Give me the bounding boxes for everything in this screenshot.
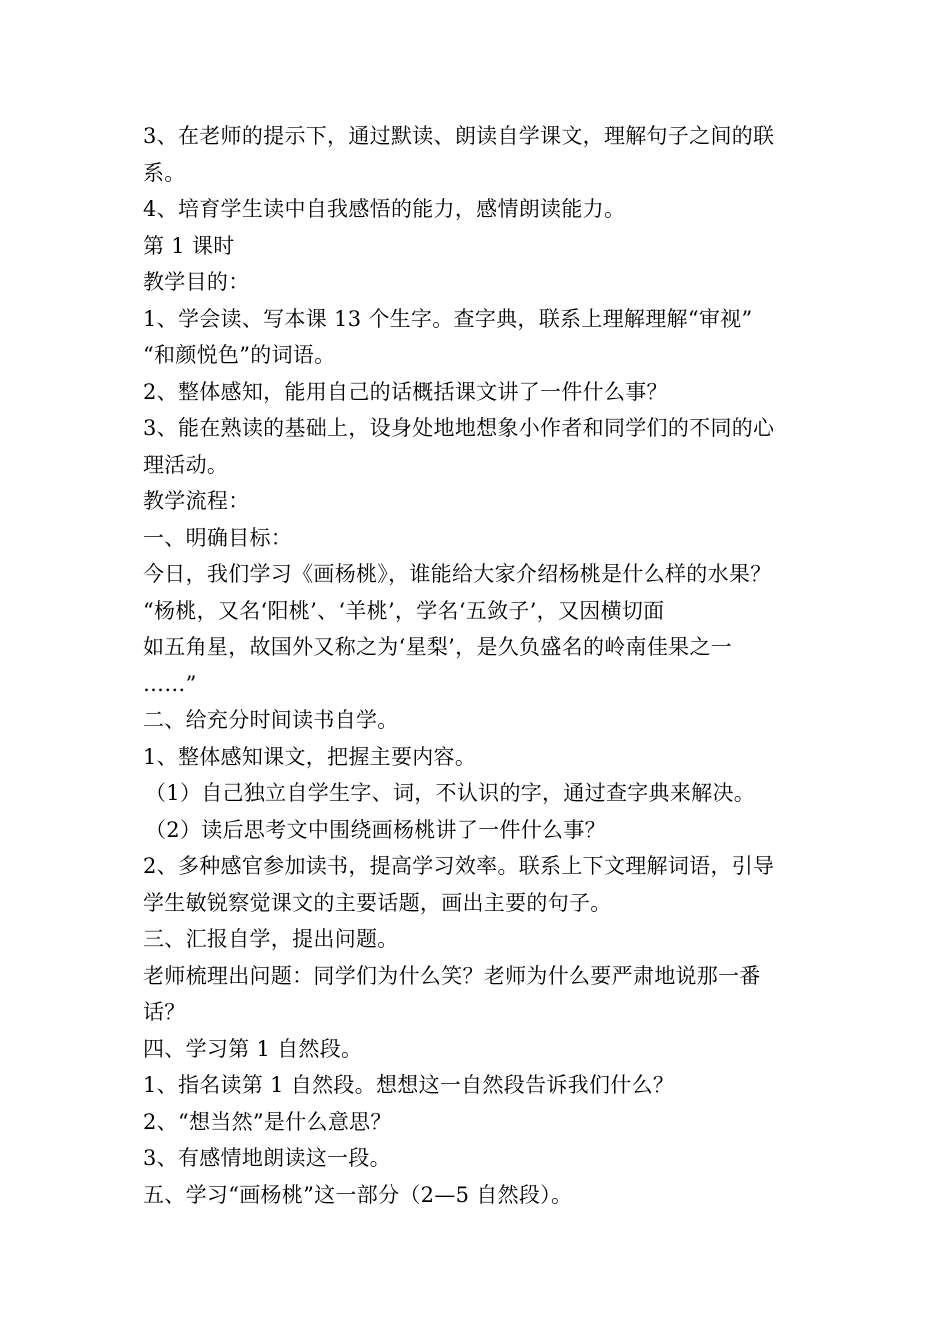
text-line: “和颜悦色”的词语。 — [143, 343, 336, 367]
text-line: 2、整体感知，能用自己的话概括课文讲了一件什么事？ — [143, 379, 668, 404]
section-heading: 一、明确目标： — [143, 525, 293, 550]
text-line: 1、学会读、写本课 13 个生字。查字典，联系上理解理解“审视” — [143, 306, 753, 331]
text-line: 1、指名读第 1 自然段。想想这一自然段告诉我们什么？ — [143, 1073, 675, 1097]
text-line: 3、在老师的提示下，通过默读、朗读自学课文，理解句子之间的联 — [143, 124, 775, 148]
section-heading: 五、学习“画杨桃”这一部分（2—5 自然段）。 — [143, 1182, 573, 1207]
text-line: 理活动。 — [143, 452, 229, 477]
section-heading: 教学流程： — [143, 489, 250, 513]
document-body — [143, 118, 813, 1213]
section-heading: 三、汇报自学，提出问题。 — [143, 927, 399, 951]
text-line: 如五角星，故国外又称之为‘星梨’，是久负盛名的岭南佳果之一 — [143, 635, 733, 659]
text-line: 1、整体感知课文，把握主要内容。 — [143, 744, 477, 769]
section-heading: 教学目的： — [143, 270, 250, 294]
text-line: （1）自己独立自学生字、词，不认识的字，通过查字典来解决。 — [145, 781, 756, 805]
text-line: 3、有感情地朗读这一段。 — [143, 1146, 391, 1170]
section-heading: 四、学习第 1 自然段。 — [143, 1036, 363, 1061]
text-line: （2）读后思考文中围绕画杨桃讲了一件什么事？ — [145, 817, 606, 842]
text-line: “杨桃，又名‘阳桃’、‘羊桃’，学名‘五敛子’，又因横切面 — [143, 598, 665, 623]
text-line: 系。 — [143, 160, 186, 185]
text-line: 学生敏锐察觉课文的主要话题，画出主要的句子。 — [143, 890, 612, 915]
section-heading: 二、给充分时间读书自学。 — [143, 708, 399, 732]
text-line: ……” — [143, 671, 197, 696]
text-line: 今日，我们学习《画杨桃》，谁能给大家介绍杨桃是什么样的水果？ — [143, 562, 772, 586]
text-line: 3、能在熟读的基础上，设身处地地想象小作者和同学们的不同的心 — [143, 416, 775, 440]
text-line: 老师梳理出问题：同学们为什么笑？老师为什么要严肃地说那一番 — [143, 963, 761, 988]
text-line: 2、多种感官参加读书，提高学习效率。联系上下文理解词语，引导 — [143, 854, 775, 878]
text-line: 4、培育学生读中自我感悟的能力，感情朗读能力。 — [143, 197, 626, 221]
text-line: 2、“想当然”是什么意思？ — [143, 1109, 392, 1134]
lesson-heading: 第 1 课时 — [143, 233, 235, 258]
text-line: 话？ — [143, 1000, 186, 1024]
